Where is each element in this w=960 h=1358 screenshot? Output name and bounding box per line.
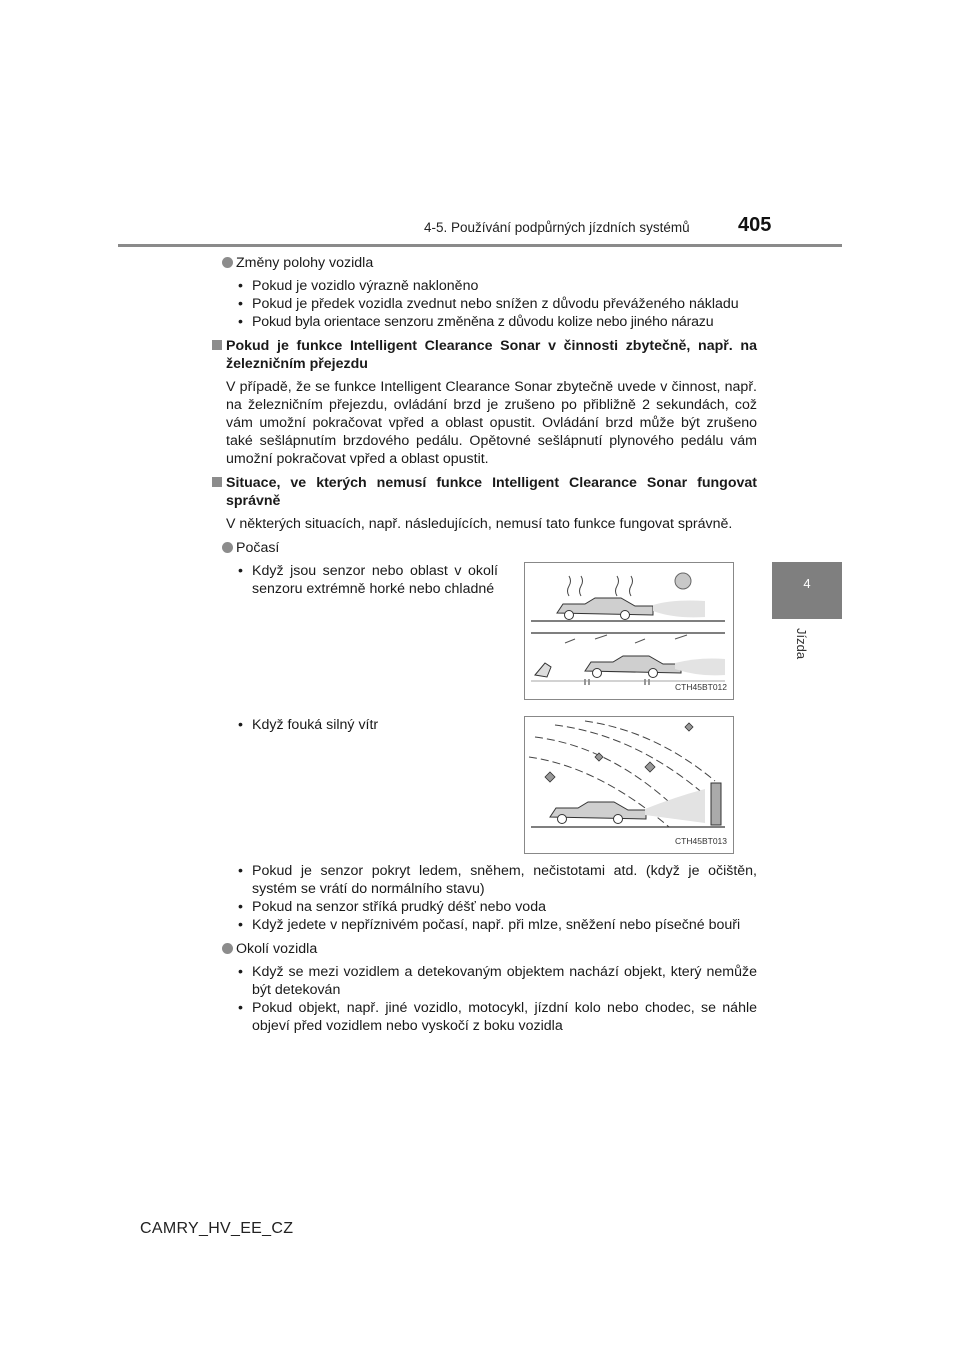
paragraph-malfunction-situations: V některých situacích, např. následujících, nemusí tato funkce fungovat správně. bbox=[226, 516, 733, 532]
list-item: • Pokud je předek vozidla zvednut nebo snížen z důvodu převáženého nákladu bbox=[238, 295, 757, 313]
chapter-tab bbox=[772, 562, 842, 619]
list-item: • Pokud na senzor stříká prudký déšť nebo voda bbox=[238, 898, 757, 916]
list-item: • Pokud je vozidlo výrazně nakloněno bbox=[238, 277, 757, 295]
list-item: • Pokud byla orientace senzoru změněna z důvodu kolize nebo jiného nárazu bbox=[238, 313, 757, 331]
footer-document-code: CAMRY_HV_EE_CZ bbox=[140, 1220, 294, 1237]
list-item: • Když se mezi vozidlem a detekovaným objektem nachází objekt, který nemůže být detekován bbox=[238, 963, 757, 999]
section-title: 4-5. Používání podpůrných jízdních systémů bbox=[424, 220, 690, 235]
figure-text bbox=[238, 716, 498, 740]
list-item: • Pokud je senzor pokryt ledem, sněhem, nečistotami atd. (když je očištěn, systém se vrátí do normálního stavu) bbox=[238, 862, 757, 898]
main-content bbox=[212, 254, 757, 1041]
weather-list bbox=[238, 862, 757, 934]
header-rule bbox=[118, 244, 842, 247]
heading-vehicle-surroundings: Okolí vozidla bbox=[222, 940, 757, 958]
figure-row-temperature bbox=[212, 562, 757, 712]
chapter-number: 4 bbox=[803, 576, 811, 591]
list-item: • Když jedete v nepříznivém počasí, např. při mlze, sněžení nebo písečné bouři bbox=[238, 916, 757, 934]
heading-malfunction-situations: Situace, ve kterých nemusí funkce Intelligent Clearance Sonar fungovat správně bbox=[212, 474, 757, 510]
surroundings-list bbox=[238, 963, 757, 1035]
list-item: • Pokud objekt, např. jiné vozidlo, motocykl, jízdní kolo nebo chodec, se náhle objeví před vozidlem nebo vyskočí z boku vozidla bbox=[238, 999, 757, 1035]
heading-vehicle-position: Změny polohy vozidla bbox=[222, 254, 757, 272]
position-list bbox=[238, 277, 757, 331]
list-item: • Když jsou senzor nebo oblast v okolí senzoru extrémně horké nebo chladné bbox=[238, 562, 498, 598]
page-number: 405 bbox=[738, 214, 772, 236]
illustration-heat-cold bbox=[524, 562, 734, 700]
figure-caption: CTH45BT012 bbox=[675, 682, 727, 692]
chapter-label: Jízda bbox=[794, 628, 809, 660]
heading-unnecessary-operation: Pokud je funkce Intelligent Clearance Sonar v činnosti zbytečně, např. na železničním přejezdu bbox=[212, 337, 757, 373]
figure-caption: CTH45BT013 bbox=[675, 836, 727, 846]
heading-weather: Počasí bbox=[222, 539, 757, 557]
paragraph-unnecessary-operation: V případě, že se funkce Intelligent Clearance Sonar zbytečně uvede v činnost, např. na železničním přejezdu, ovládání brzd je zrušeno po přibližně 2 sekundách, což vám umožní pokračovat vpřed a oblast opustit. Ovládání brzd může být zrušeno také sešlápnutím brzdového pedálu. Opětovné sešlápnutí plynového pedálu vám umožní pokračovat vpřed a oblast opustit. bbox=[226, 379, 757, 467]
illustration-strong-wind bbox=[524, 716, 734, 854]
temperature-list bbox=[238, 562, 498, 598]
figure-text bbox=[238, 562, 498, 604]
figure-row-wind bbox=[212, 716, 757, 866]
list-item: • Když fouká silný vítr bbox=[238, 716, 498, 734]
wind-list bbox=[238, 716, 498, 734]
